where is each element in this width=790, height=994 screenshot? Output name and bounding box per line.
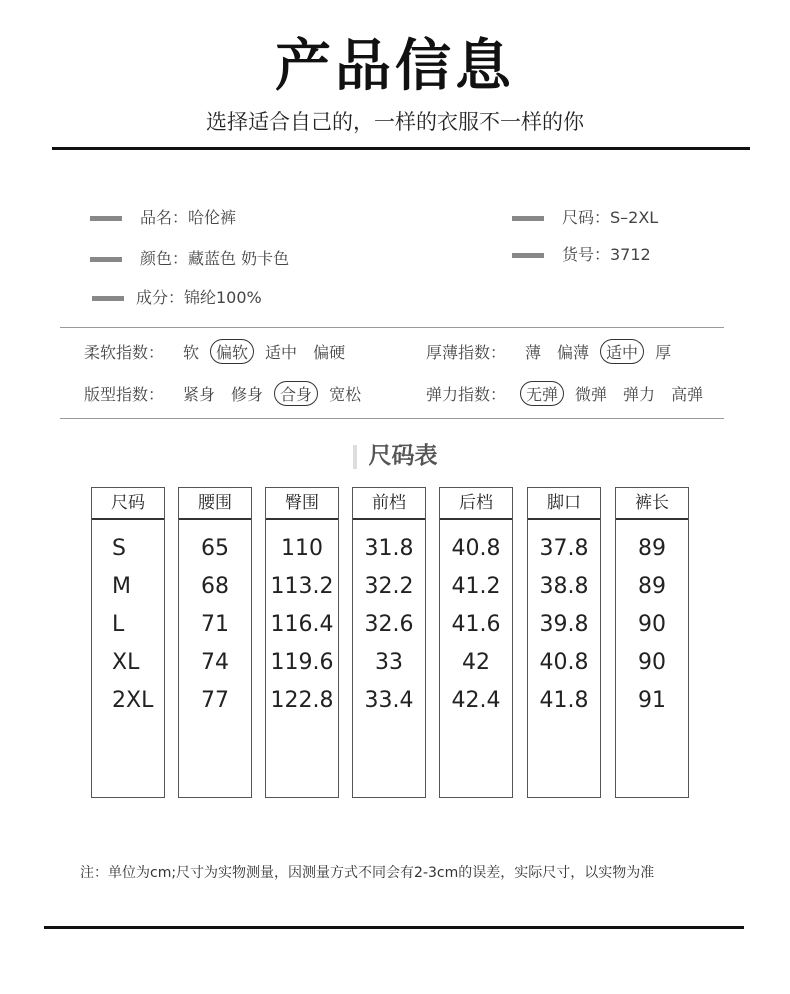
- index-label: 弹力指数：: [426, 385, 507, 404]
- table-cell: 41.6: [451, 612, 501, 637]
- size-column: [352, 487, 426, 798]
- index-option: 软: [183, 343, 200, 362]
- info-item-no: 货号：3712: [512, 242, 651, 265]
- column-header: 臀围: [266, 488, 338, 520]
- dash-icon: [512, 216, 544, 221]
- table-cell: 41.2: [451, 574, 501, 599]
- table-cell: 39.8: [539, 612, 589, 637]
- fit-index: [84, 381, 372, 406]
- size-column: [178, 487, 252, 798]
- table-cell: 119.6: [270, 650, 334, 675]
- size-column: [615, 487, 689, 798]
- index-option: 偏硬: [313, 343, 346, 362]
- index-option: 适中: [600, 339, 644, 364]
- table-cell: 116.4: [270, 612, 334, 637]
- dash-icon: [512, 253, 544, 258]
- column-header: 前档: [353, 488, 425, 520]
- dash-icon: [92, 296, 124, 301]
- table-cell: 33.4: [364, 688, 414, 713]
- dash-icon: [90, 257, 122, 262]
- size-column: [439, 487, 513, 798]
- table-cell: 89: [638, 536, 666, 561]
- index-option: 宽松: [329, 385, 362, 404]
- table-cell: 33: [375, 650, 403, 675]
- table-cell: 68: [201, 574, 229, 599]
- size-chart-title: 尺码表: [0, 437, 790, 470]
- table-cell: 90: [638, 612, 666, 637]
- page-title: 产品信息: [275, 34, 515, 99]
- column-header: 裤长: [616, 488, 688, 520]
- title-bar-icon: [353, 445, 357, 469]
- index-option: 偏薄: [557, 343, 590, 362]
- dash-icon: [90, 216, 122, 221]
- table-cell: 122.8: [270, 688, 334, 713]
- bottom-divider: [44, 926, 744, 929]
- table-cell: 40.8: [451, 536, 501, 561]
- table-cell: 110: [281, 536, 323, 561]
- info-material: 成分：锦纶100%: [92, 285, 262, 308]
- index-option: 适中: [265, 343, 298, 362]
- table-cell: 2XL: [112, 688, 154, 713]
- info-color: 颜色：藏蓝色 奶卡色: [90, 246, 289, 269]
- size-column: [527, 487, 601, 798]
- measurement-note: 注：单位为cm;尺寸为实物测量，因测量方式不同会有2-3cm的误差，实际尺寸，以实物为准: [80, 865, 655, 881]
- column-header: 腰围: [179, 488, 251, 520]
- table-cell: 91: [638, 688, 666, 713]
- index-label: 柔软指数：: [84, 343, 165, 362]
- index-divider-top: [60, 327, 724, 328]
- index-option: 微弹: [575, 385, 608, 404]
- table-cell: 31.8: [364, 536, 414, 561]
- info-size: 尺码：S–2XL: [512, 205, 658, 228]
- table-cell: 90: [638, 650, 666, 675]
- index-option: 合身: [274, 381, 318, 406]
- softness-index: [84, 339, 356, 364]
- table-cell: L: [112, 612, 125, 637]
- table-cell: 40.8: [539, 650, 589, 675]
- column-header: 尺码: [92, 488, 164, 520]
- index-label: 厚薄指数：: [426, 343, 507, 362]
- column-header: 脚口: [528, 488, 600, 520]
- size-column: [265, 487, 339, 798]
- index-option: 偏软: [210, 339, 254, 364]
- index-divider-bottom: [60, 418, 724, 419]
- table-cell: 77: [201, 688, 229, 713]
- page-subtitle: 选择适合自己的，一样的衣服不一样的你: [206, 110, 584, 134]
- index-option: 无弹: [520, 381, 564, 406]
- table-cell: 65: [201, 536, 229, 561]
- size-column: [91, 487, 165, 798]
- table-cell: 38.8: [539, 574, 589, 599]
- column-header: 后档: [440, 488, 512, 520]
- index-option: 薄: [525, 343, 542, 362]
- table-cell: 41.8: [539, 688, 589, 713]
- table-cell: 89: [638, 574, 666, 599]
- index-option: 修身: [231, 385, 264, 404]
- table-cell: 32.2: [364, 574, 414, 599]
- index-option: 紧身: [183, 385, 216, 404]
- table-cell: XL: [112, 650, 140, 675]
- info-name: 品名：哈伦裤: [90, 205, 236, 228]
- table-cell: 37.8: [539, 536, 589, 561]
- index-option: 高弹: [671, 385, 704, 404]
- table-cell: 42.4: [451, 688, 501, 713]
- index-option: 厚: [655, 343, 672, 362]
- elasticity-index: [426, 381, 714, 406]
- index-option: 弹力: [623, 385, 656, 404]
- table-cell: M: [112, 574, 131, 599]
- thickness-index: [426, 339, 682, 364]
- table-cell: S: [112, 536, 126, 561]
- table-cell: 71: [201, 612, 229, 637]
- table-cell: 113.2: [270, 574, 334, 599]
- index-label: 版型指数：: [84, 385, 165, 404]
- top-divider: [52, 147, 750, 150]
- table-cell: 42: [462, 650, 490, 675]
- table-cell: 74: [201, 650, 229, 675]
- table-cell: 32.6: [364, 612, 414, 637]
